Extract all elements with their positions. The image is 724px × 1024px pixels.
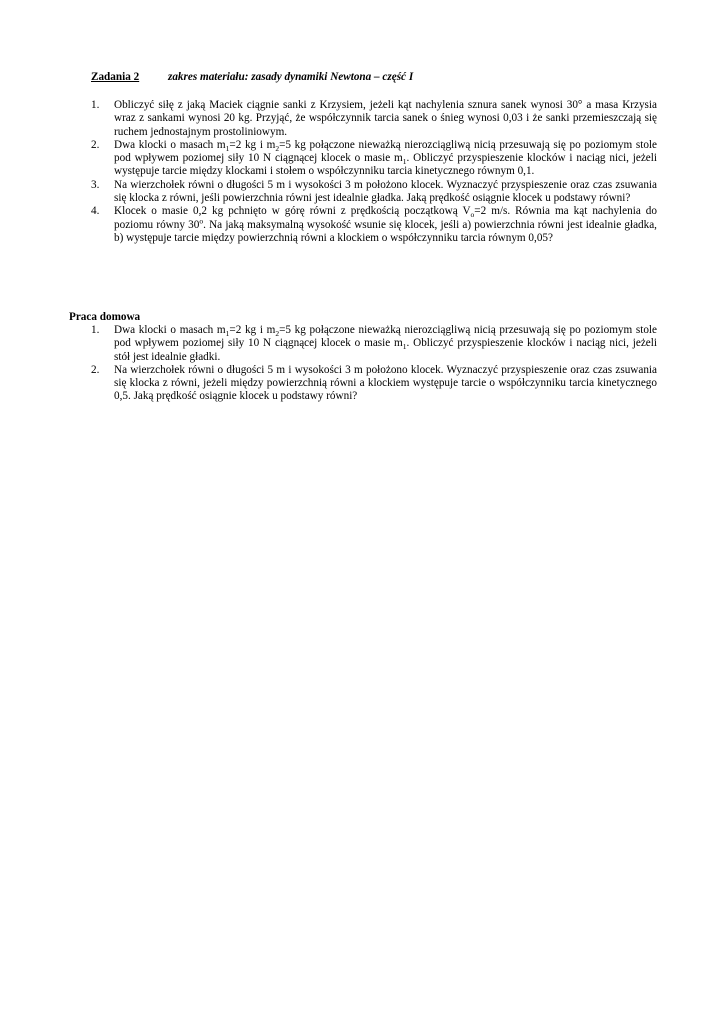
- homework-item: [91, 364, 657, 404]
- subscript: 1: [402, 342, 407, 352]
- task-item: [91, 139, 657, 179]
- subscript: 2: [275, 329, 280, 339]
- task-number: 1.: [91, 324, 100, 336]
- task-item: [91, 99, 657, 139]
- task-text: . Na jaką maksymalną wysokość wsunie się klocek, jeśli a) powierzchnia równi jest idealnie gładka, b) występuje tarcie między powierzchnią równi a klockiem o współczynniku tarcia równym 0,05?: [114, 218, 657, 244]
- task-text: =5 kg połączone nieważką nierozciągliwą nicią przesuwają się po poziomym stole pod wpływem poziomej siły 10 N ciągnącej klocek o masie m: [114, 138, 657, 165]
- task-number: 2.: [91, 138, 100, 151]
- task-text: =2 kg i m: [229, 138, 276, 151]
- task-number: 3.: [91, 178, 100, 191]
- assignment-label: Zadania 2: [91, 71, 140, 83]
- homework-list: [91, 324, 657, 404]
- homework-title: Praca domowa: [69, 311, 141, 323]
- subscript: 2: [275, 144, 280, 154]
- task-text: Dwa klocki o masach m: [114, 324, 226, 336]
- task-text: =2 kg i m: [229, 324, 276, 336]
- subscript: o: [470, 210, 475, 220]
- task-number: 4.: [91, 205, 100, 218]
- task-text: =5 kg połączone nieważką nierozciągliwą nicią przesuwają się po poziomym stole pod wpływem poziomej siły 10 N ciągnącej klocek o masie m: [114, 324, 657, 350]
- task-item: [91, 205, 657, 245]
- task-text: . Obliczyć przyspieszenie klocków i naciąg nici, jeżeli stół jest idealnie gładki.: [114, 337, 657, 363]
- document-header: [91, 71, 413, 84]
- task-text: Na wierzchołek równi o długości 5 m i wysokości 3 m położono klocek. Wyznaczyć przyspieszenie oraz czas zsuwania się klocka z równi, jeśli powierzchnia równi jest idealnie gładka. Jaką prędkość osiągnie klocek u podstawy równi?: [114, 178, 657, 205]
- task-text: Klocek o masie 0,2 kg pchnięto w górę równi z prędkością początkową V: [114, 205, 471, 218]
- subscript: 1: [225, 144, 230, 154]
- task-item: [91, 179, 657, 206]
- assignment-subject: zakres materiału: zasady dynamiki Newtona – część I: [167, 71, 414, 83]
- task-text: Na wierzchołek równi o długości 5 m i wysokości 3 m położono klocek. Wyznaczyć przyspieszenie oraz czas zsuwania się klocka z równi, jeżeli między powierzchnią równi a klockiem występuje tarcie o współczynniku tarcia kinetycznego 0,5. Jaką prędkość osiągnie klocek u podstawy równi?: [114, 363, 657, 403]
- task-number: 1.: [91, 99, 100, 111]
- superscript: o: [199, 215, 204, 225]
- subscript: 1: [225, 329, 230, 339]
- task-text: . Obliczyć przyspieszenie klocków i naciąg nici, jeżeli występuje tarcie między klockami i stołem o współczynniku tarcia kinetycznego równym 0,1.: [114, 152, 657, 178]
- task-list: [91, 99, 657, 245]
- task-text: =2 m/s. Równia ma kąt nachylenia do poziomu równy 30: [114, 205, 657, 231]
- subscript: 1: [402, 157, 407, 167]
- task-number: 2.: [91, 363, 100, 376]
- task-text: Obliczyć siłę z jaką Maciek ciągnie sanki z Krzysiem, jeżeli kąt nachylenia sznura sanek wynosi 30° a masa Krzysia wraz z sankami wynosi 20 kg. Przyjąć, że współczynnik tarcia sanek o śnieg wynosi 0,03 i że sanki przemieszczają się ruchem jednostajnym prostoliniowym.: [114, 99, 657, 138]
- task-text: Dwa klocki o masach m: [114, 138, 226, 151]
- homework-item: [91, 324, 657, 364]
